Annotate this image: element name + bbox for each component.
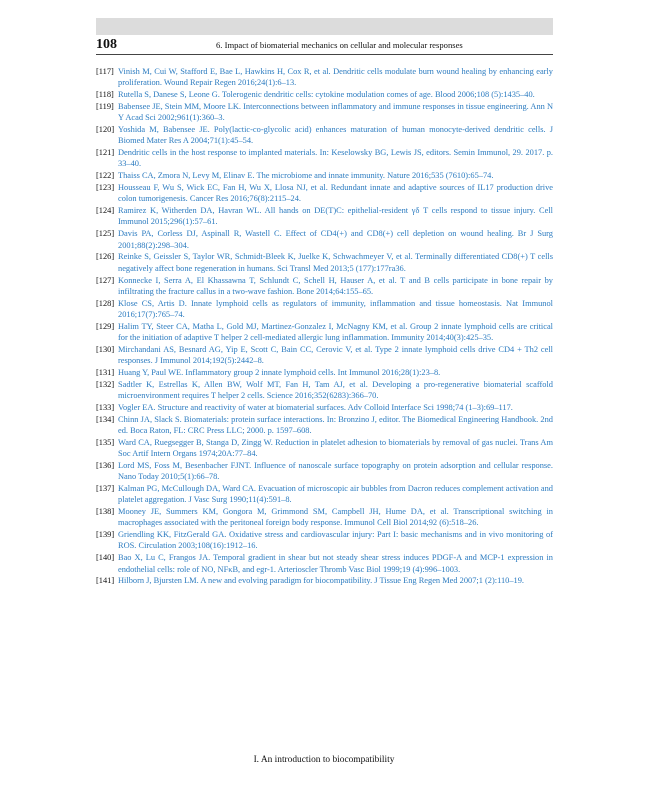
reference-link-text[interactable]: Konnecke I, Serra A, El Khassawna T, Schlundt C, Schell H, Hauser A, et al. T and B cells participate in bone repair by infiltrating the fracture callus in a two-wave fashion. Bone 2014;64:155–65. — [118, 275, 553, 296]
reference-number: [141] — [96, 576, 115, 586]
reference-item — [96, 437, 553, 459]
reference-number: [125] — [96, 229, 115, 239]
reference-item — [96, 101, 553, 123]
reference-number: [132] — [96, 379, 115, 389]
header-band — [96, 18, 553, 35]
reference-item — [96, 552, 553, 574]
reference-item — [96, 460, 553, 482]
reference-link-text[interactable]: Rutella S, Danese S, Leone G. Tolerogenic dendritic cells: cytokine modulation comes of age. Blood 2006;108 (5):1435–40. — [118, 90, 535, 100]
reference-number: [135] — [96, 437, 115, 447]
reference-number: [127] — [96, 275, 115, 285]
reference-number: [122] — [96, 171, 115, 181]
reference-link-text[interactable]: Ramirez K, Witherden DA, Havran WL. All hands on DE(T)C: epithelial-resident γδ T cells respond to tissue injury. Cell Immunol 2015;296(1):57–61. — [118, 206, 553, 227]
reference-number: [137] — [96, 484, 115, 494]
reference-item — [96, 275, 553, 297]
reference-link-text[interactable]: Mooney JE, Summers KM, Gongora M, Grimmond SM, Campbell JH, Hume DA, et al. Transcriptional switching in macrophages associated with the peritoneal foreign body response. Immunol Cell Biol 2014;92 (6):518–26. — [118, 507, 553, 528]
reference-number: [138] — [96, 507, 115, 517]
reference-item — [96, 124, 553, 146]
reference-number: [120] — [96, 125, 115, 135]
reference-item — [96, 147, 553, 169]
reference-number: [119] — [96, 101, 114, 111]
reference-item — [96, 251, 553, 273]
reference-item — [96, 344, 553, 366]
reference-link-text[interactable]: Griendling KK, FitzGerald GA. Oxidative stress and cardiovascular injury: Part I: basic mechanisms and in vivo monitoring of ROS. Circulation 2003;108(16):1912–16. — [118, 530, 553, 551]
reference-number: [117] — [96, 67, 114, 76]
reference-link-text[interactable]: Dendritic cells in the host response to implanted materials. In: Keselowsky BG, Lewis JS, editors. Semin Immunol, 29. 2017. p. 33–40. — [118, 148, 553, 169]
reference-item — [96, 367, 553, 378]
reference-number: [129] — [96, 321, 115, 331]
reference-item — [96, 321, 553, 343]
reference-item — [96, 506, 553, 528]
reference-number: [124] — [96, 206, 115, 216]
reference-number: [123] — [96, 183, 115, 193]
running-header — [96, 37, 553, 53]
reference-link-text[interactable]: Housseau F, Wu S, Wick EC, Fan H, Wu X, Llosa NJ, et al. Redundant innate and adaptive sources of IL17 production drive colon tumorigenesis. Cancer Res 2016;76(8):2115–24. — [118, 183, 553, 204]
reference-number: [130] — [96, 344, 115, 354]
reference-link-text[interactable]: Davis PA, Corless DJ, Aspinall R, Wastell C. Effect of CD4(+) and CD8(+) cell depletion on wound healing. Br J Surg 2001;88(2):298–304. — [118, 229, 553, 250]
reference-link-text[interactable]: Thaiss CA, Zmora N, Levy M, Elinav E. The microbiome and innate immunity. Nature 2016;535 (7610):65–74. — [118, 171, 494, 181]
reference-link-text[interactable]: Chinn JA, Slack S. Biomaterials: protein surface interactions. In: Bronzino J, editor. The Biomedical Engineering Handbook. 2nd ed. Boca Raton, FL: CRC Press LLC; 2000. p. 1597–608. — [118, 414, 553, 435]
reference-link-text[interactable]: Yoshida M, Babensee JE. Poly(lactic-co-glycolic acid) enhances maturation of human monocyte-derived dendritic cells. J Biomed Mater Res A 2004;71(1):45–54. — [118, 125, 553, 146]
reference-item — [96, 66, 553, 88]
reference-number: [128] — [96, 298, 115, 308]
reference-number: [118] — [96, 90, 114, 100]
reference-number: [126] — [96, 252, 115, 262]
reference-item — [96, 402, 553, 413]
reference-link-text[interactable]: Ward CA, Ruegsegger B, Stanga D, Zingg W. Reduction in platelet adhesion to biomaterials by removal of gas nuclei. Trans Am Soc Artif Intern Organs 1974;20A:77–84. — [118, 437, 553, 459]
reference-link-text[interactable]: Babensee JE, Stein MM, Moore LK. Interconnections between inflammatory and immune responses in tissue engineering. Ann N Y Acad Sci 2002;961(1):360–3. — [118, 101, 553, 123]
reference-item — [96, 575, 553, 586]
reference-link-text[interactable]: Vinish M, Cui W, Stafford E, Bae L, Hawkins H, Cox R, et al. Dendritic cells modulate burn wound healing by enhancing early proliferation. Wound Repair Regen 2016;24(1):6–13. — [118, 67, 553, 88]
reference-item — [96, 89, 553, 100]
reference-item — [96, 205, 553, 227]
header-divider — [96, 54, 553, 55]
reference-link-text[interactable]: Klose CS, Artis D. Innate lymphoid cells as regulators of immunity, inflammation and tissue homeostasis. Nat Immunol 2016;17(7):765–74. — [118, 298, 553, 319]
reference-link-text[interactable]: Bao X, Lu C, Frangos JA. Temporal gradient in shear but not steady shear stress induces PDGF-A and MCP-1 expression in endothelial cells: role of NO, NFκB, and egr-1. Arterioscler Thromb Vasc Biol 1999;19 (4):996–1003. — [118, 553, 553, 574]
reference-number: [136] — [96, 460, 115, 470]
reference-item — [96, 298, 553, 320]
reference-item — [96, 182, 553, 204]
chapter-title: 6. Impact of biomaterial mechanics on cellular and molecular responses — [216, 40, 463, 50]
reference-number: [133] — [96, 402, 115, 412]
reference-number: [134] — [96, 414, 115, 424]
reference-link-text[interactable]: Halim TY, Steer CA, Matha L, Gold MJ, Martinez-Gonzalez I, McNagny KM, et al. Group 2 innate lymphoid cells are critical for the initiation of adaptive T helper 2 cell-mediated allergic lung inflammation. Immunity 2014;40(3):425–35. — [118, 321, 553, 342]
reference-item — [96, 414, 553, 436]
reference-number: [140] — [96, 553, 115, 563]
reference-link-text[interactable]: Huang Y, Paul WE. Inflammatory group 2 innate lymphoid cells. Int Immunol 2016;28(1):23–8. — [118, 367, 441, 377]
page-number: 108 — [96, 37, 117, 52]
reference-link-text[interactable]: Hilborn J, Bjursten LM. A new and evolving paradigm for biocompatibility. J Tissue Eng Regen Med 2007;1 (2):110–19. — [118, 576, 524, 586]
reference-number: [131] — [96, 367, 115, 377]
reference-link-text[interactable]: Mirchandani AS, Besnard AG, Yip E, Scott C, Bain CC, Cerovic V, et al. Type 2 innate lymphoid cells drive CD4 + Th2 cell responses. J Immunol 2014;192(5):2442–8. — [118, 344, 553, 366]
reference-link-text[interactable]: Vogler EA. Structure and reactivity of water at biomaterial surfaces. Adv Colloid Interface Sci 1998;74 (1–3):69–117. — [118, 402, 513, 412]
reference-link-text[interactable]: Lord MS, Foss M, Besenbacher FJNT. Influence of nanoscale surface topography on protein adsorption and cellular response. Nano Today 2010;5(1):66–78. — [118, 460, 553, 482]
reference-number: [121] — [96, 148, 115, 158]
reference-link-text[interactable]: Reinke S, Geissler S, Taylor WR, Schmidt-Bleek K, Juelke K, Schwachmeyer V, et al. Terminally differentiated CD8(+) T cells negatively affect bone regeneration in humans. Sci Transl Med 2013;5 (177):177ra36. — [118, 252, 553, 273]
reference-item — [96, 529, 553, 551]
reference-item — [96, 170, 553, 181]
reference-list — [96, 66, 553, 587]
footer-section-label: I. An introduction to biocompatibility — [253, 755, 395, 765]
reference-number: [139] — [96, 530, 115, 540]
reference-link-text[interactable]: Sadtler K, Estrellas K, Allen BW, Wolf MT, Fan H, Tam AJ, et al. Developing a pro-regenerative biomaterial scaffold microenvironment requires T helper 2 cells. Science 2016;352(6283):366–70. — [118, 379, 553, 400]
reference-link-text[interactable]: Kalman PG, McCullough DA, Ward CA. Evacuation of microscopic air bubbles from Dacron reduces complement activation and platelet aggregation. J Vasc Surg 1990;11(4):591–8. — [118, 484, 553, 505]
reference-item — [96, 483, 553, 505]
reference-item — [96, 379, 553, 401]
reference-item — [96, 228, 553, 250]
